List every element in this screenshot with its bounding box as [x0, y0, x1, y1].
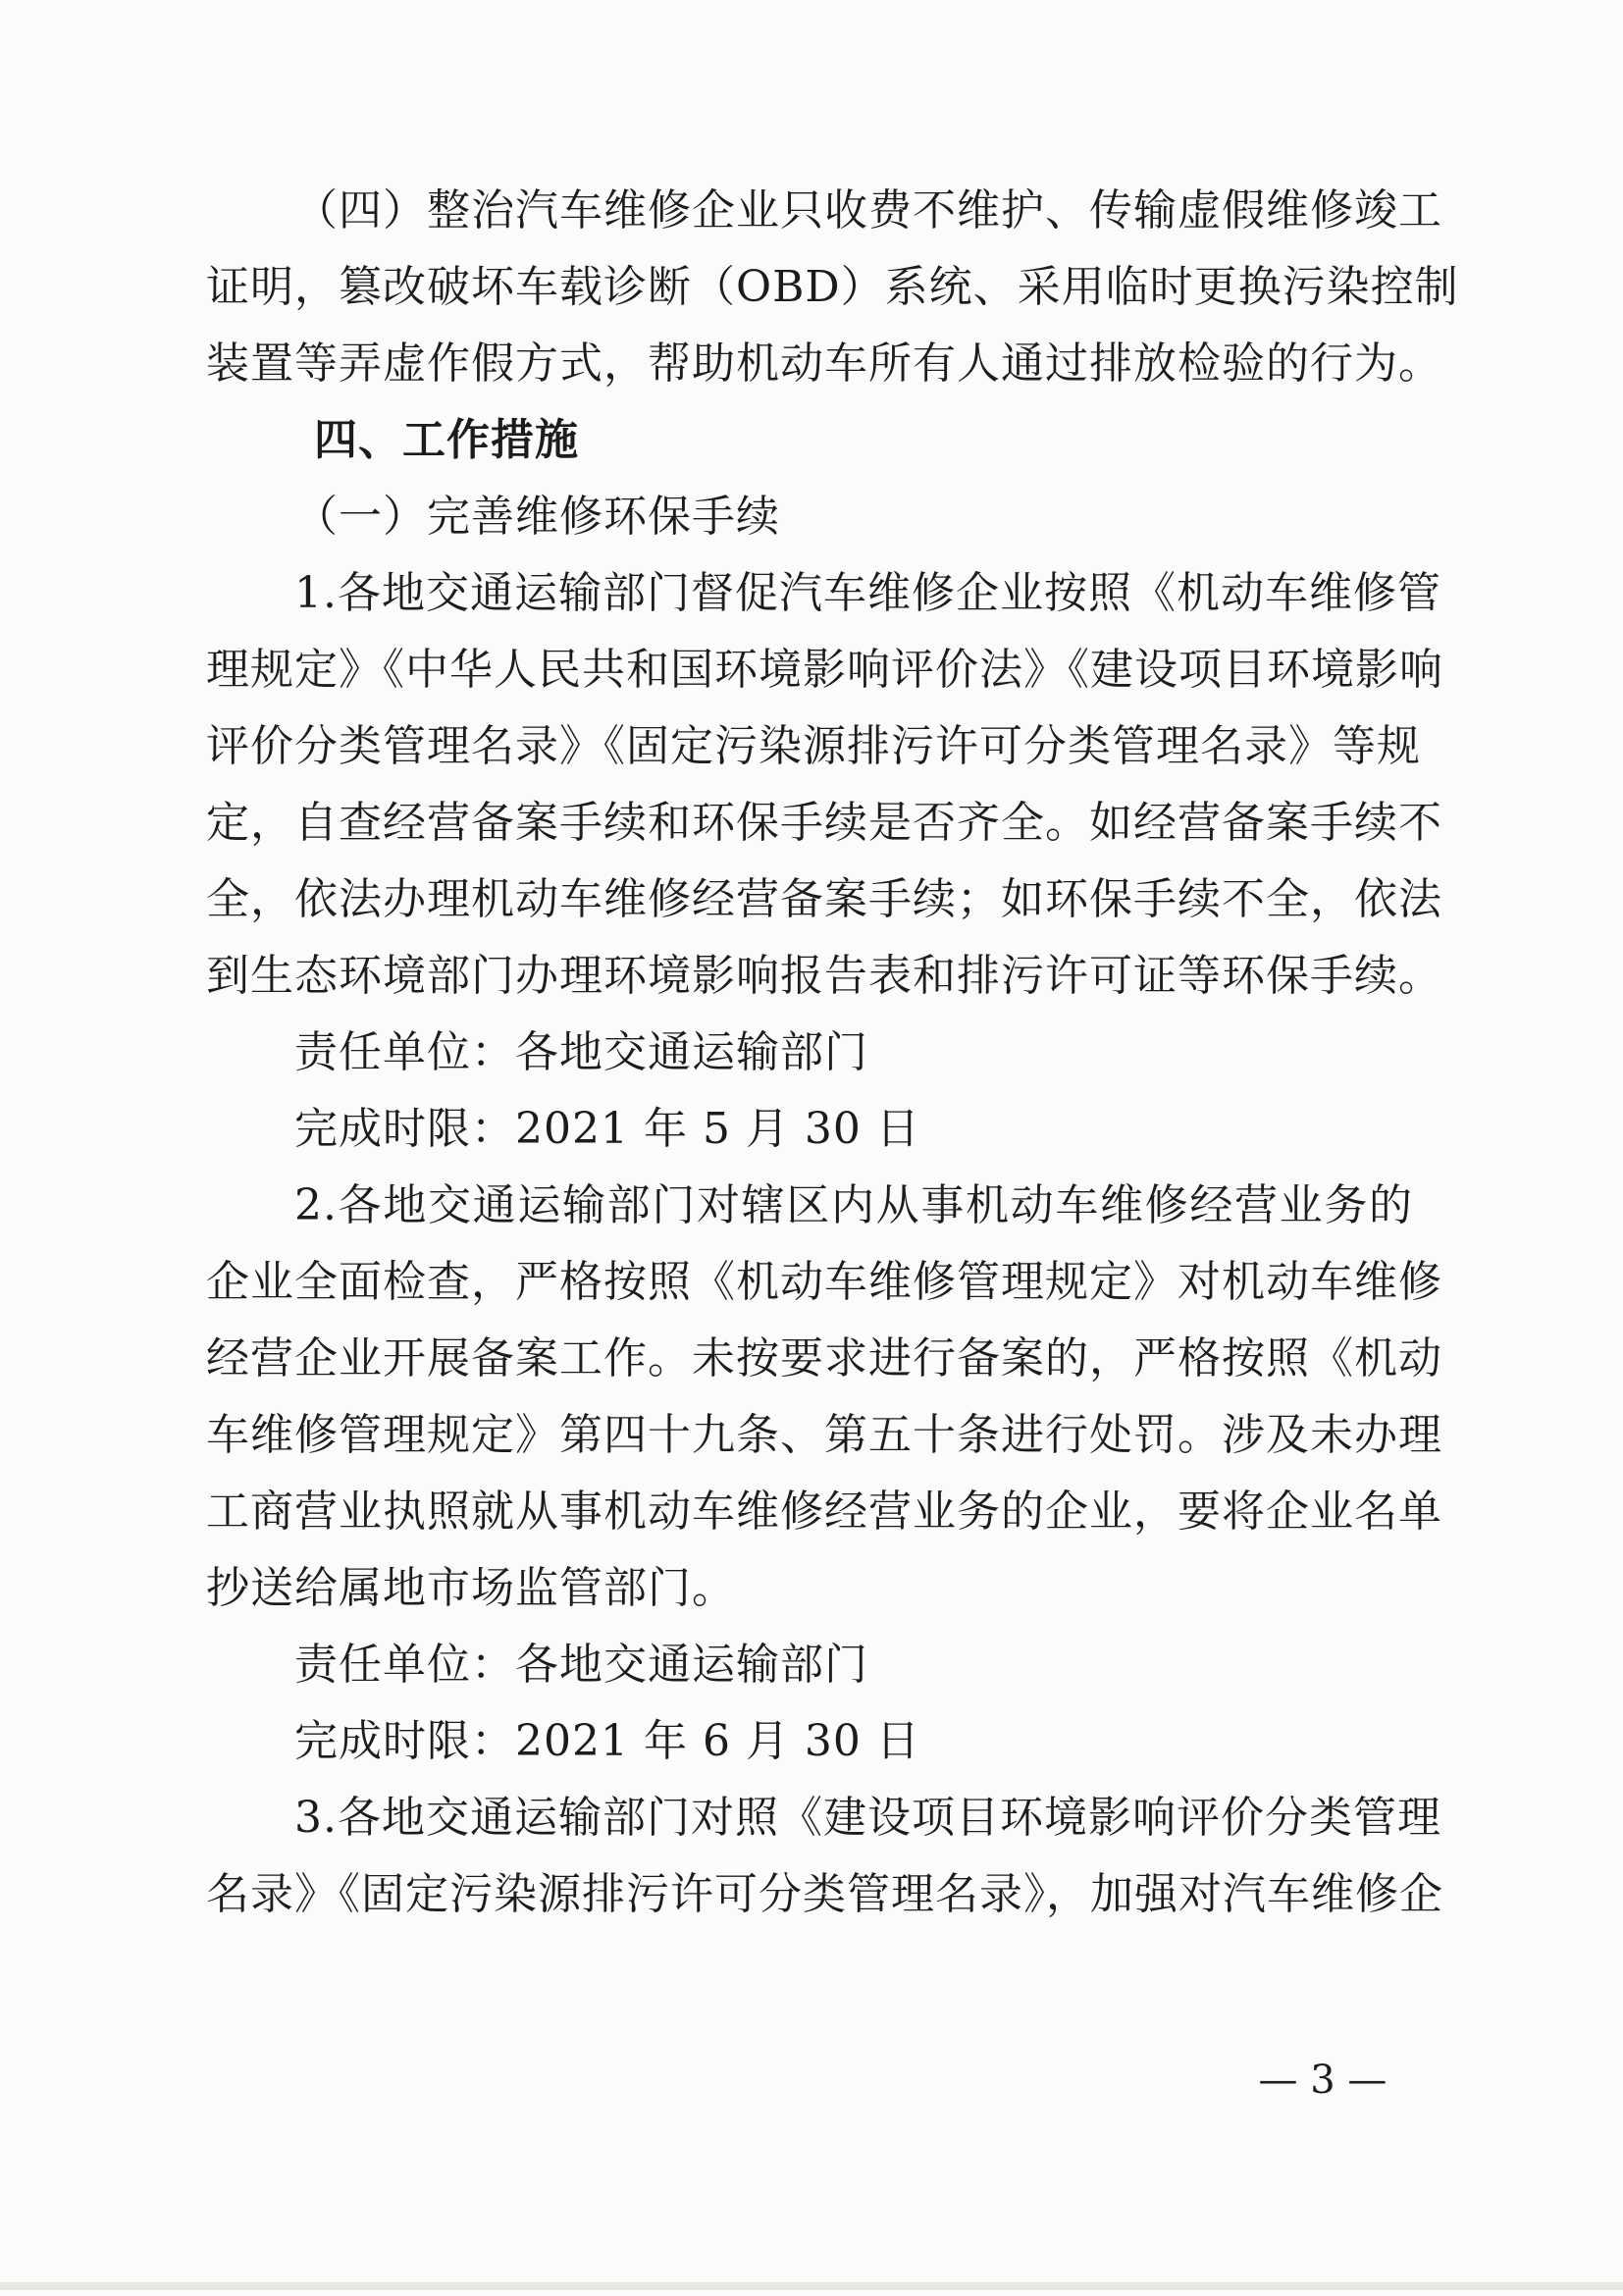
paragraph-line: 经营企业开展备案工作。未按要求进行备案的，严格按照《机动: [206, 1333, 1442, 1383]
section-heading: 四、工作措施: [314, 415, 579, 465]
paragraph-line: 抄送给属地市场监管部门。: [206, 1563, 736, 1613]
paragraph-line: 定，自查经营备案手续和环保手续是否齐全。如经营备案手续不: [206, 798, 1442, 848]
responsible-unit: 责任单位：各地交通运输部门: [294, 1640, 868, 1690]
scan-bottom-edge: [0, 2282, 1623, 2290]
paragraph-line: 工商营业执照就从事机动车维修经营业务的企业，要将企业名单: [206, 1487, 1442, 1537]
paragraph-line: 全，依法办理机动车维修经营备案手续；如环保手续不全，依法: [206, 874, 1442, 924]
paragraph-line: 名录》《固定污染源排污许可分类管理名录》，加强对汽车维修企: [206, 1869, 1443, 1919]
paragraph-line: 评价分类管理名录》《固定污染源排污许可分类管理名录》等规: [206, 721, 1421, 771]
subsection-heading: （一）完善维修环保手续: [294, 492, 780, 542]
paragraph-line: 理规定》《中华人民共和国环境影响评价法》《建设项目环境影响: [206, 645, 1443, 695]
paragraph-line: （四）整治汽车维修企业只收费不维护、传输虚假维修竣工: [294, 185, 1442, 235]
responsible-unit: 责任单位：各地交通运输部门: [294, 1027, 868, 1077]
paragraph-line: 装置等弄虚作假方式，帮助机动车所有人通过排放检验的行为。: [206, 339, 1442, 389]
paragraph-line: 证明，篡改破坏车载诊断（OBD）系统、采用临时更换污染控制: [206, 262, 1459, 312]
paragraph-line: 车维修管理规定》第四十九条、第五十条进行处罚。涉及未办理: [206, 1410, 1442, 1460]
deadline: 完成时限：2021 年 6 月 30 日: [294, 1716, 920, 1766]
paragraph-line: 3.各地交通运输部门对照《建设项目环境影响评价分类管理: [294, 1793, 1441, 1843]
page-number: — 3 —: [1258, 2058, 1387, 2103]
paragraph-line: 1.各地交通运输部门督促汽车维修企业按照《机动车维修管: [294, 568, 1441, 618]
paragraph-line: 到生态环境部门办理环境影响报告表和排污许可证等环保手续。: [206, 951, 1442, 1001]
deadline: 完成时限：2021 年 5 月 30 日: [294, 1104, 920, 1154]
paragraph-line: 企业全面检查，严格按照《机动车维修管理规定》对机动车维修: [206, 1257, 1442, 1307]
paragraph-line: 2.各地交通运输部门对辖区内从事机动车维修经营业务的: [294, 1180, 1413, 1230]
